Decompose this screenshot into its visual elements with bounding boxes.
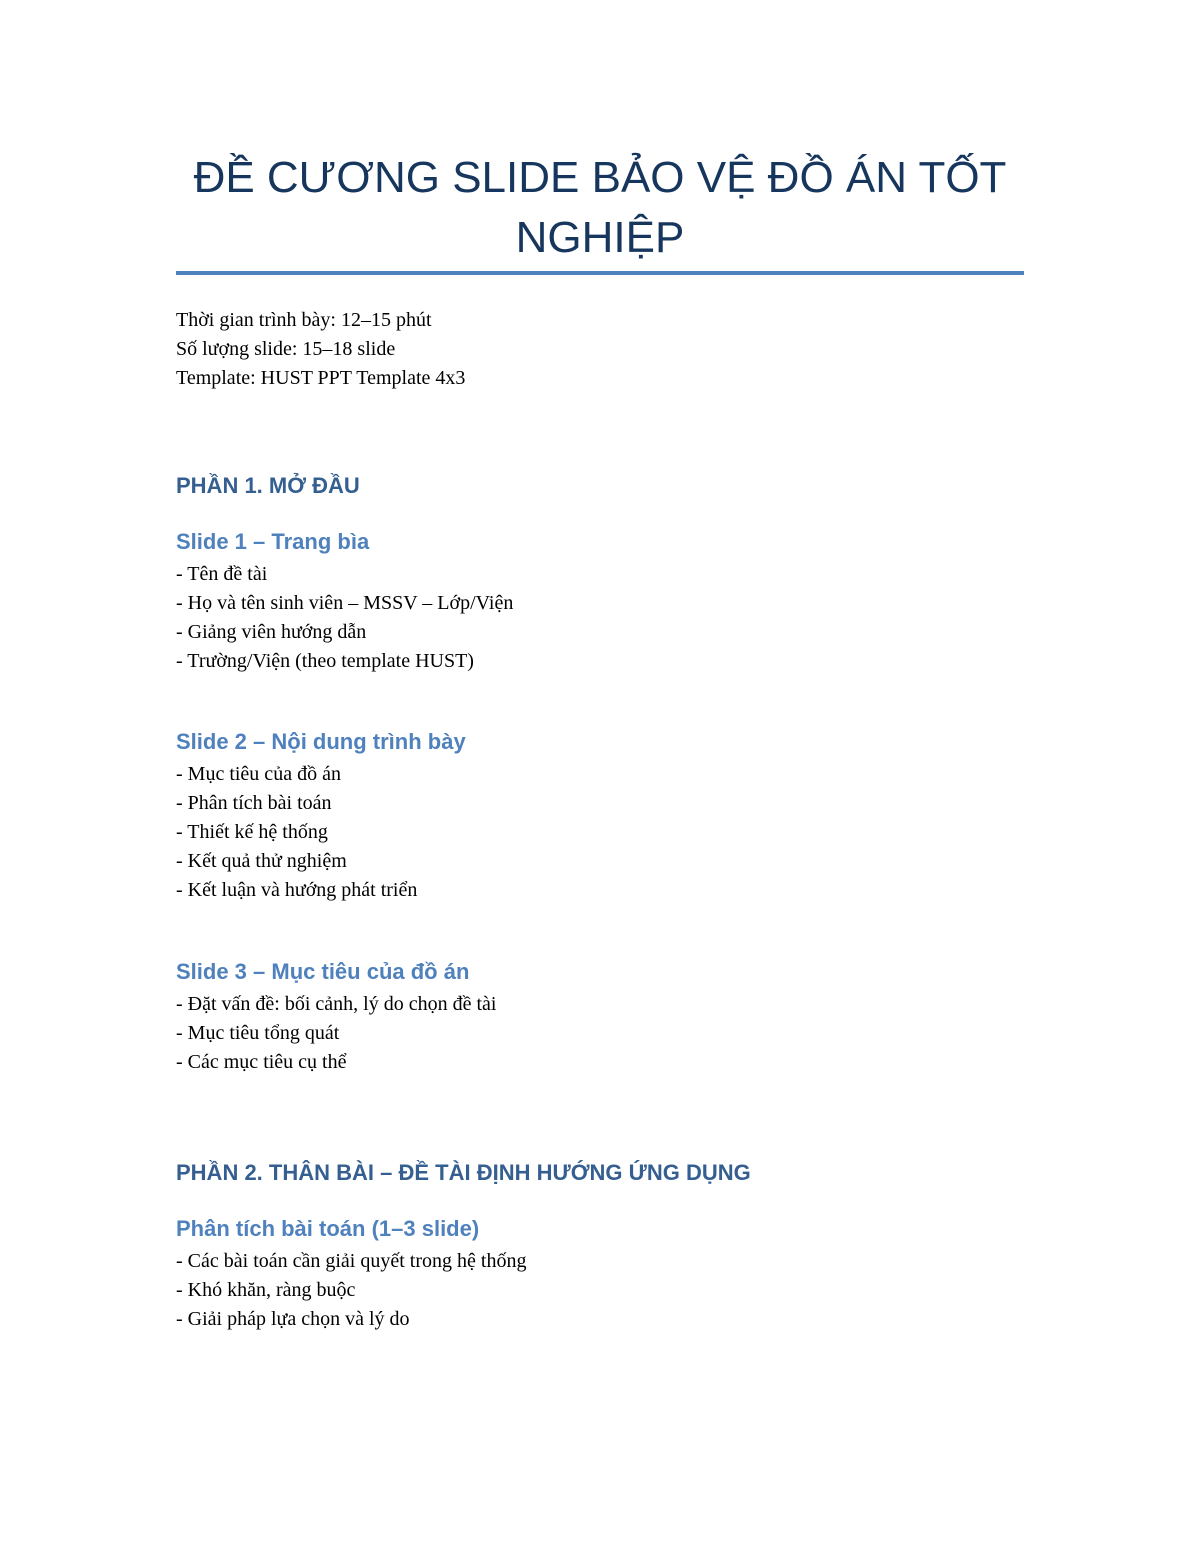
list-item: - Trường/Viện (theo template HUST) <box>176 650 474 672</box>
slide2-heading: Slide 2 – Nội dung trình bày <box>176 729 466 754</box>
part2-heading: PHẦN 2. THÂN BÀI – ĐỀ TÀI ĐỊNH HƯỚNG ỨNG DỤNG <box>176 1160 751 1185</box>
part1-heading: PHẦN 1. MỞ ĐẦU <box>176 473 360 498</box>
list-item: - Khó khăn, ràng buộc <box>176 1279 356 1301</box>
slide3-list <box>176 990 1024 1077</box>
slide1-heading: Slide 1 – Trang bìa <box>176 529 370 554</box>
slide1-list <box>176 560 1024 676</box>
slide2-section <box>176 727 1024 905</box>
meta-info <box>176 306 1024 393</box>
list-item: - Kết quả thử nghiệm <box>176 850 347 872</box>
title-divider <box>176 271 1024 275</box>
part2-heading-block <box>176 1158 1024 1188</box>
analysis-section <box>176 1214 1024 1334</box>
list-item: - Mục tiêu tổng quát <box>176 1022 340 1044</box>
list-item: - Giải pháp lựa chọn và lý do <box>176 1308 410 1330</box>
list-item: - Mục tiêu của đồ án <box>176 763 341 785</box>
list-item: - Tên đề tài <box>176 563 268 585</box>
list-item: - Các bài toán cần giải quyết trong hệ thống <box>176 1250 527 1272</box>
analysis-list <box>176 1247 1024 1334</box>
list-item: - Thiết kế hệ thống <box>176 821 328 843</box>
meta-slide-count: Số lượng slide: 15–18 slide <box>176 338 396 360</box>
document-title: ĐỀ CƯƠNG SLIDE BẢO VỆ ĐỒ ÁN TỐT NGHIỆP <box>193 153 1007 262</box>
slide3-heading: Slide 3 – Mục tiêu của đồ án <box>176 959 470 984</box>
part1-heading-block <box>176 471 1024 501</box>
meta-duration: Thời gian trình bày: 12–15 phút <box>176 309 432 331</box>
slide1-section <box>176 527 1024 676</box>
meta-template: Template: HUST PPT Template 4x3 <box>176 367 466 389</box>
list-item: - Phân tích bài toán <box>176 792 332 814</box>
list-item: - Các mục tiêu cụ thể <box>176 1051 347 1073</box>
slide3-section <box>176 957 1024 1077</box>
slide2-list <box>176 760 1024 905</box>
list-item: - Họ và tên sinh viên – MSSV – Lớp/Viện <box>176 592 514 614</box>
list-item: - Giảng viên hướng dẫn <box>176 621 367 643</box>
analysis-heading: Phân tích bài toán (1–3 slide) <box>176 1216 480 1241</box>
list-item: - Đặt vấn đề: bối cảnh, lý do chọn đề tài <box>176 993 497 1015</box>
list-item: - Kết luận và hướng phát triển <box>176 879 418 901</box>
